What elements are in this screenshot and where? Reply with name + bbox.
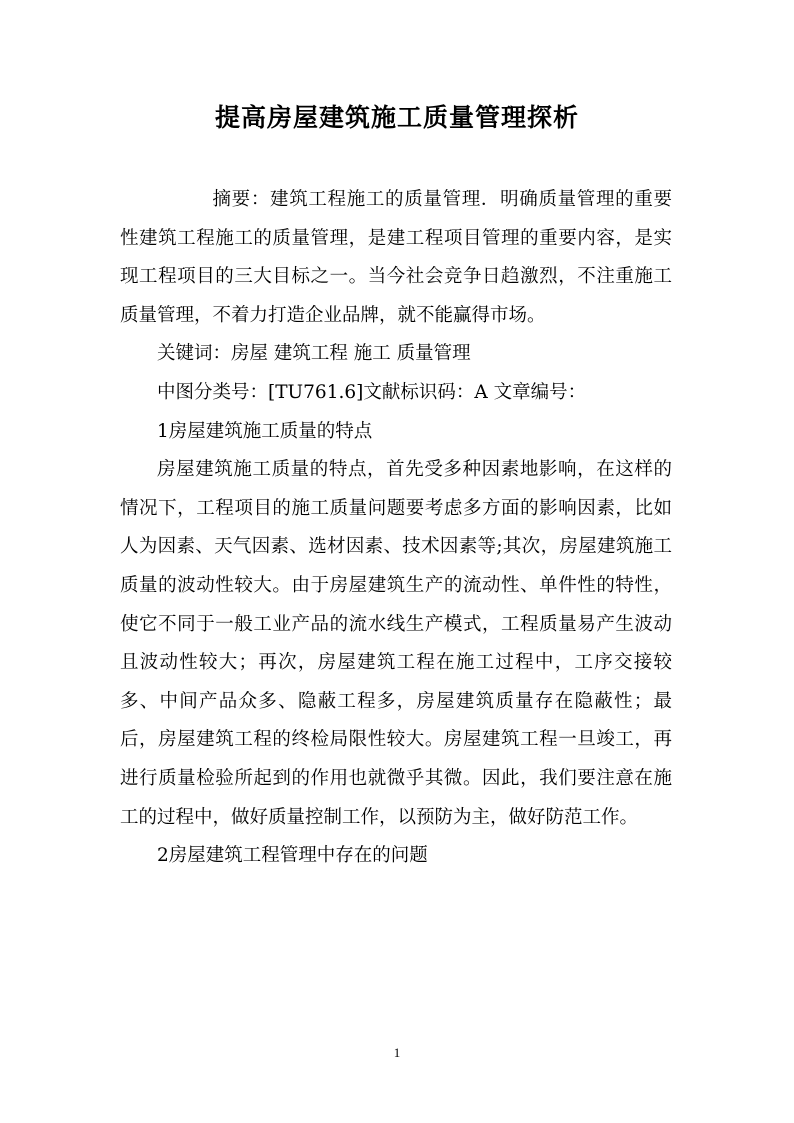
document-title: 提高房屋建筑施工质量管理探析 (214, 103, 579, 132)
page-number: 1 (393, 1045, 401, 1060)
section-2-heading: 2房屋建筑工程管理中存在的问题 (157, 845, 428, 867)
section-1-paragraph: 房屋建筑施工质量的特点，首先受多种因素地影响，在这样的情况下，工程项目的施工质量问题要考虑多方面的影响因素，比如人为因素、天气因素、选材因素、技术因素等;其次，房屋建筑施工质量的波动性较大。由于房屋建筑生产的流动性、单件性的特性，使它不同于一般工业产品的流水线生产模式，工程质量易产生波动且波动性较大；再次，房屋建筑工程在施工过程中，工序交接较多、中间产品众多、隐蔽工程多，房屋建筑质量存在隐蔽性；最后，房屋建筑工程的终检局限性较大。房屋建筑工程一旦竣工，再进行质量检验所起到的作用也就微乎其微。因此，我们要注意在施工的过程中，做好质量控制工作，以预防为主，做好防范工作。 (120, 459, 672, 828)
section-1-heading: 1房屋建筑施工质量的特点 (157, 420, 373, 442)
abstract-paragraph: 摘要：建筑工程施工的质量管理．明确质量管理的重要性建筑工程施工的质量管理，是建工程项目管理的重要内容，是实现工程项目的三大目标之一。当今社会竞争日趋激烈，不注重施工质量管理，不着力打造企业品牌，就不能赢得市场。 (120, 189, 672, 326)
keywords-line: 关键词：房屋 建筑工程 施工 质量管理 (157, 343, 471, 365)
document-body (120, 181, 672, 876)
classification-line: 中图分类号：[TU761.6]文献标识码：A 文章编号： (157, 381, 587, 403)
